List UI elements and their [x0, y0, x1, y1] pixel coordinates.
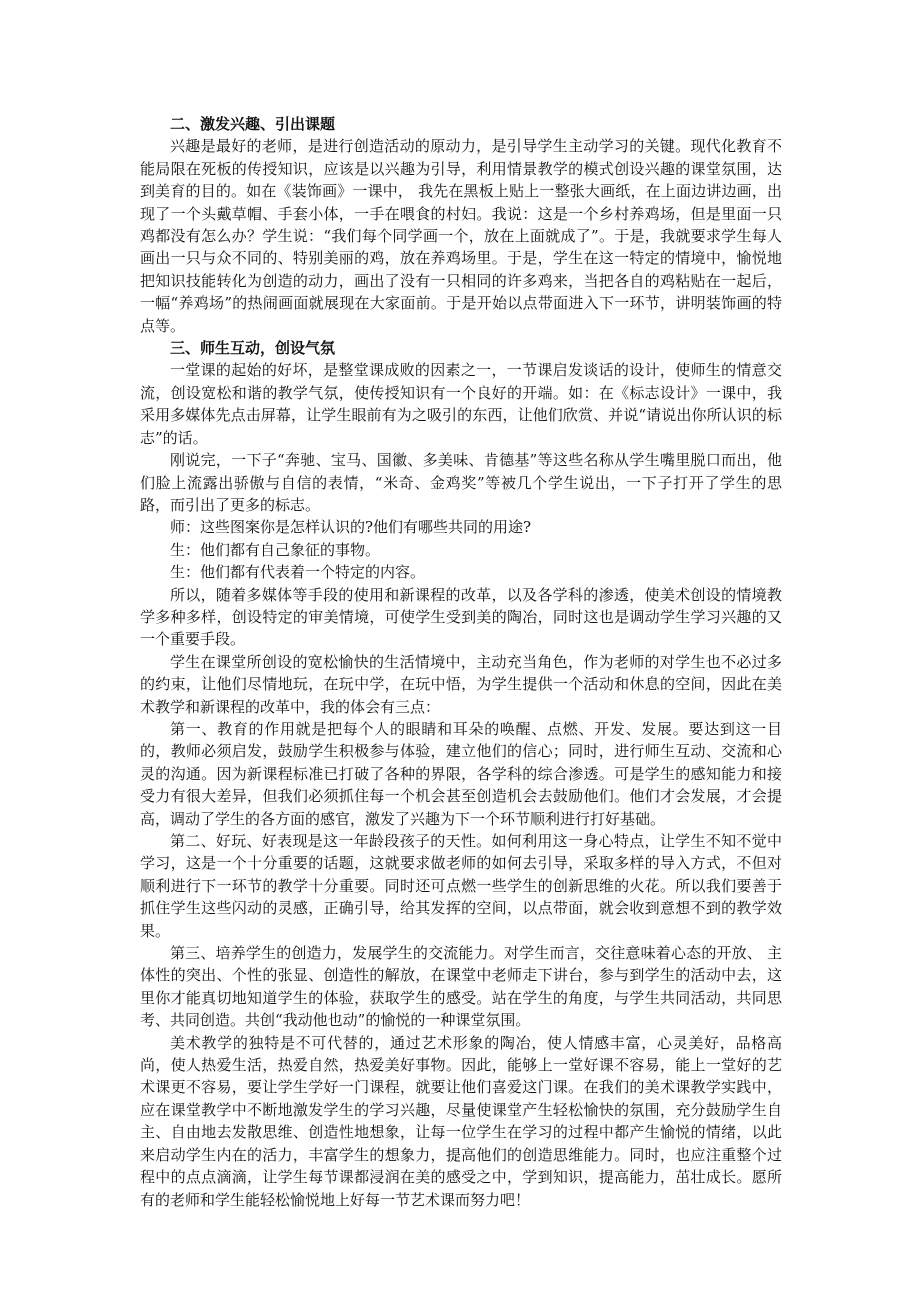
dialogue-line: 生：他们都有自己象征的事物。 — [170, 540, 381, 559]
point-three-paragraph: 第三、培养学生的创造力，发展学生的交流能力。对学生而言，交往意味着心态的开放、 主体性的突出、个性的张显、创造性的解放，在课堂中老师走下讲台，参与到学生的活动中去，这里你才能真切地知道学生的体验，获取学生的感受。站在学生的角度，与学生共同活动，共同思考、共同创造。共创“我动他也动”的愉悦的一种课堂氛围。 — [140, 944, 782, 1030]
dialogue-line: 生：他们都有代表着一个特定的内容。 — [170, 563, 426, 582]
paragraph: 刚说完，一下子“奔驰、宝马、国徽、多美味、肯德基”等这些名称从学生嘴里脱口而出，他们脸上流露出骄傲与自信的表情，“米奇、金鸡奖”等被几个学生说出，一下子打开了学生的思路，而引出了更多的标志。 — [140, 451, 782, 514]
paragraph: 所以，随着多媒体等手段的使用和新课程的改革，以及各学科的渗透，使美术创设的情境教学多种多样，创设特定的审美情境，可使学生受到美的陶冶，同时这也是调动学生学习兴趣的又一个重要手段。 — [140, 585, 782, 649]
section-heading-2: 二、激发兴趣、引出课题 — [170, 115, 336, 133]
point-one-paragraph: 第一、教育的作用就是把每个人的眼睛和耳朵的唤醒、点燃、开发、发展。要达到这一目的，教师必须启发，鼓励学生积极参与体验，建立他们的信心；同时，进行师生互动、交流和心灵的沟通。因为新课程标准已打破了各种的界限，各学科的综合渗透。可是学生的感知能力和接受力有很大差异，但我们必须抓住每一个机会甚至创造机会去鼓励他们。他们才会发展，才会提高，调动了学生的各方面的感官，激发了兴趣为下一个环节顺利进行打好基础。 — [140, 719, 782, 828]
paragraph: 一堂课的起始的好坏，是整堂课成败的因素之一，一节课启发谈话的设计，使师生的情意交流，创设宽松和谐的教学气氛，使传授知识有一个良好的开端。如：在《标志设计》一课中，我采用多媒体先点击屏幕，让学生眼前有为之吸引的东西，让他们欣赏、并说“请说出你所认识的标志”的话。 — [140, 361, 782, 447]
document-body — [140, 113, 782, 1211]
dialogue-line: 师：这些图案你是怎样认识的?他们有哪些共同的用途? — [170, 518, 532, 537]
point-two-paragraph: 第二、好玩、好表现是这一年龄段孩子的天性。如何利用这一身心特点，让学生不知不觉中学习，这是一个十分重要的话题，这就要求做老师的如何去引导，采取多样的导入方式，不但对顺利进行下一环节的教学十分重要。同时还可点燃一些学生的创新思维的火花。所以我们要善于抓住学生这些闪动的灵感，正确引导，给其发挥的空间，以点带面，就会收到意想不到的教学效果。 — [140, 832, 782, 940]
section-heading-3: 三、师生互动，创设气氛 — [170, 339, 336, 358]
paragraph: 学生在课堂所创设的宽松愉快的生活情境中，主动充当角色，作为老师的对学生也不必过多的约束，让他们尽情地玩，在玩中学，在玩中悟，为学生提供一个活动和休息的空间，因此在美术教学和新课程的改革中，我的体会有三点： — [140, 652, 782, 716]
conclusion-paragraph: 美术教学的独特是不可代替的，通过艺术形象的陶冶，使人情感丰富，心灵美好，品格高尚，使人热爱生活，热爱自然，热爱美好事物。因此，能够上一堂好课不容易，能上一堂好的艺术课更不容易，要让学生学好一门课程，就要让他们喜爱这门课。在我们的美术课教学实践中，应在课堂教学中不断地激发学生的学习兴趣，尽量使课堂产生轻松愉快的氛围，充分鼓励学生自主、自由地去发散思维、创造性地想象，让每一位学生在学习的过程中都产生愉悦的情绪，以此来启动学生内在的活力，丰富学生的想象力，提高他们的创造思维能力。同时，也应注重整个过程中的点点滴滴，让学生每节课都浸润在美的感受之中，学到知识，提高能力，茁壮成长。愿所有的老师和学生能轻松愉悦地上好每一节艺术课而努力吧！ — [140, 1033, 782, 1209]
paragraph: 兴趣是最好的老师，是进行创造活动的原动力，是引导学生主动学习的关键。现代化教育不能局限在死板的传授知识，应该是以兴趣为引导，利用情景教学的模式创设兴趣的课堂氛围，达到美育的目的。如在《装饰画》一课中， 我先在黑板上贴上一整张大画纸，在上面边讲边画，出现了一个头戴草帽、手套小体，一手在喂食的村妇。我说：这是一个乡村养鸡场，但是里面一只鸡都没有怎么办？学生说：“我们每个同学画一个，放在上面就成了”。于是，我就要求学生每人画出一只与众不同的、特别美丽的鸡，放在养鸡场里。于是，学生在这一特定的情境中，愉悦地把知识技能转化为创造的动力，画出了没有一只相同的许多鸡来，当把各自的鸡粘贴在一起后，一幅“养鸡场”的热闹画面就展现在大家面前。于是开始以点带面进入下一环节，讲明装饰画的特点等。 — [140, 137, 782, 335]
